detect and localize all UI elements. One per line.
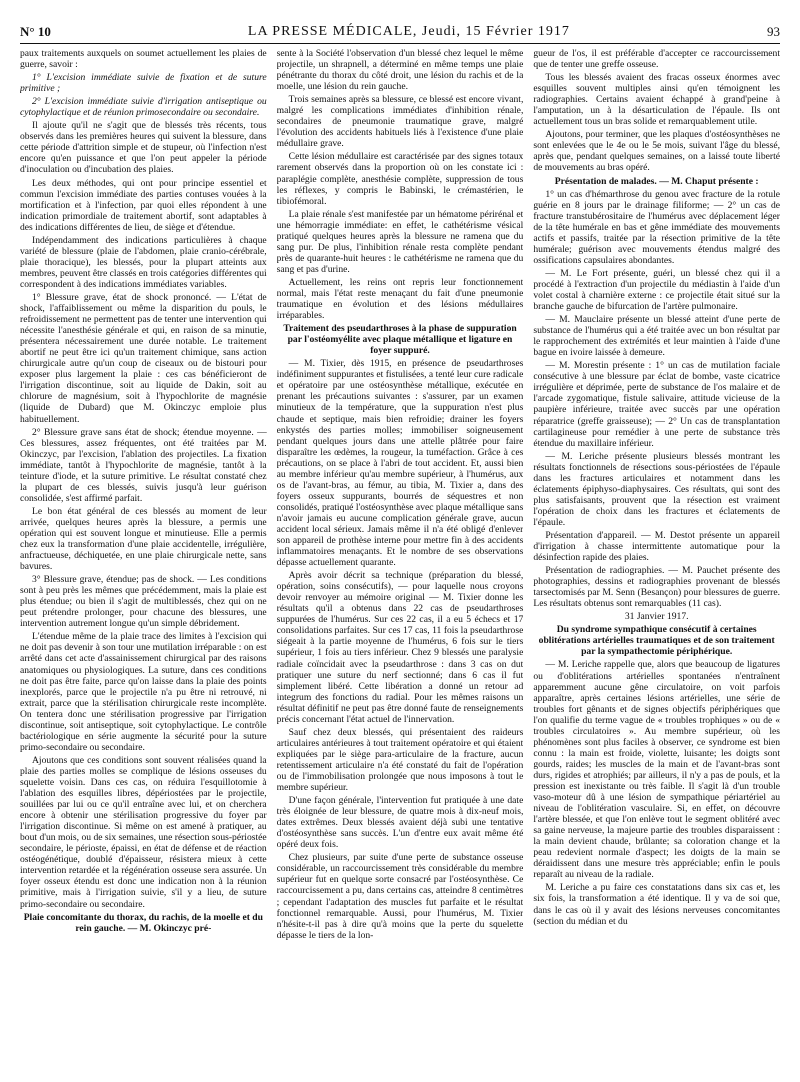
section-heading: Traitement des pseudarthroses à la phase de suppuration par l'ostéomyélite avec plaque métallique et ligature en foyer suppuré. — [283, 323, 517, 357]
paragraph: L'étendue même de la plaie trace des limites à l'excision qui ne doit pas devenir à son tour une mutilation irréparable : on est arrêté dans cet acte d'assainissement chirurgical par des raisons anatomiques ou physiologiques. La suture, dans ces conditions ne doit pas être faite, parce qu'on laisse dans la plaie des points inexplorés, parce que le projectile n'a pu être ni retrouvé, ni extrait, parce que la stérilisation chirurgicale reste incomplète. On tentera donc une stérilisation progressive par l'irrigation discontinue, soit antiseptique, soit cytophylactique. Le contrôle bactériologique en série augmente la sécurité pour la suture primo-secondaire ou secondaire. — [20, 631, 267, 753]
paragraph: 2° L'excision immédiate suivie d'irrigation antiseptique ou cytophylactique et de réunion primosecondaire ou secondaire. — [20, 96, 267, 119]
paragraph: M. Leriche a pu faire ces constatations dans six cas et, les six fois, la transformation a été identique. Il y va de soi que, dans le cas où il y avait des lésions nerveuses concomitantes (section du médian et du — [533, 882, 781, 927]
paragraph: Après avoir décrit sa technique (préparation du blessé, opération, soins consécutifs), — pour laquelle nous croyons devoir renvoyer au mémoire original — M. Tixier donne les résultats qu'il a obtenus dans 22 cas de pseudarthroses suppurées de l'humérus. Sur ces 22 cas, il a eu 5 échecs et 17 consolidations parfaites. Sur ces 17 cas, 11 fois la pseudarthrose siégeait à la partie moyenne de l'humérus, 6 fois sur le tiers supérieur, 1 fois au tiers inférieur. Chez 9 blessés une paralysie radiale coïncidait avec la pseudarthrose : dans 3 cas on dut pratiquer une suture du nerf sectionné; dans 6 cas il fut simplement libéré. Cette libération a donné un retour ad integrum des fonctions du radial. Pour les mêmes raisons un résultat définitif ne peut pas être donné faute de renseignements précis concernant l'état actuel de l'innervation. — [276, 570, 524, 725]
paragraph: Le bon état général de ces blessés au moment de leur arrivée, quelques heures après la blessure, a permis une opération qui est souvent longue et minutieuse. Elle a permis chez eux la transformation d'une plaie accidentelle, irrégulière, anfractueuse, déchiquetée, en une plaie chirurgicale nette, sans bavures. — [20, 505, 267, 573]
column-3 — [533, 48, 780, 1068]
page-header — [20, 18, 780, 44]
paragraph: — M. Le Fort présente, guéri, un blessé chez qui il a procédé à l'extraction d'un projectile du médiastin à l'aide d'un volet costal à charnière externe : ce projectile était situé sur la branche gauche de bifurcation de l'artère pulmonaire. — [533, 267, 781, 313]
session-date: 31 Janvier 1917. — [624, 611, 689, 623]
paragraph: Ajoutons que ces conditions sont souvent réalisées quand la plaie des parties molles se complique de lésions osseuses du squelette voisin. Dans ces cas, on réduira l'esquillotomie à l'ablation des esquilles libres, dépériostées par le projectile, souillées par lui ou ce qu'il entraîne avec lui, et on cherchera encore à obtenir une stérilisation progressive du foyer par l'irrigation discontinue. Si même on est amené à pratiquer, au bout d'un mois, ou de six semaines, une résection sous-périostée secondaire, le périoste, épaissi, en état de défense et de réaction ostéogénétique, doublé d'épaisseur, résistera mieux à cette intervention retardée et la régénération osseuse sera assurée. Un foyer osseux étendu est donc une indication non à la réunion primitive, mais à l'irrigation suivie, s'il y a lieu, de suture primo-secondaire ou secondaire. — [20, 754, 267, 910]
paragraph: 1° L'excision immédiate suivie de fixation et de suture primitive ; — [20, 72, 267, 95]
paragraph: gueur de l'os, il est préférable d'accepter ce raccourcissement que de tenter une greffe osseuse. — [533, 48, 781, 71]
paragraph: paux traitements auxquels on soumet actuellement les plaies de guerre, savoir : — [20, 48, 267, 71]
paragraph: — M. Morestin présente : 1° un cas de mutilation faciale consécutive à une blessure par éclat de bombe, vaste cicatrice irrégulière et déprimée, perte de substance de l'os malaire et de l'arcade zygomatique, fistule salivaire, attitude vicieuse de la paupière inférieure, traitée avec succès par une opération réparatrice (greffe graisseuse); — 2° Un cas de transplantation cartilagineuse pour remédier à une perte de substance très étendue du maxillaire inférieur. — [533, 360, 781, 449]
column-1 — [20, 48, 267, 1068]
paragraph: Cette lésion médullaire est caractérisée par des signes totaux rarement observés dans la proportion où on les constate ici : paraplégie complète, anesthésie complète, suppression de tous les réflexes, y compris le Babinski, le crémastérien, le tibiofémoral. — [276, 151, 524, 207]
paragraph: — M. Leriche présente plusieurs blessés montrant les résultats fonctionnels de résections sous-périostées de l'épaule dans les fractures articulaires et notamment dans les éclatements épiphyso-diaphysaires. Ces résultats, qui sont des plus satisfaisants, prouvent que la résection est vraiment l'opération de choix dans les fractures et éclatements de l'épaule. — [533, 450, 781, 528]
paragraph: Indépendamment des indications particulières à chaque variété de blessure (plaie de l'abdomen, plaie cranio-cérébrale, plaie thoracique), les blessés, pour la plupart atteints aux membres, peuvent être classés en trois catégories différentes qui correspondent à des indications immédiates variables. — [20, 234, 267, 290]
paragraph: Tous les blessés avaient des fracas osseux énormes avec esquilles souvent multiples ainsi qu'en témoignent les radiographies. Certains avaient échappé à grand'peine à l'amputation, un à la désarticulation de l'épaule. Ils ont actuellement tous un bras solide et remarquablement utile. — [533, 72, 781, 128]
paragraph: sente à la Société l'observation d'un blessé chez lequel le même projectile, un shrapnell, a déterminé en même temps une plaie pénétrante du thorax du côté droit, une lésion du rachis et de la moelle, une lésion du rein gauche. — [276, 48, 524, 93]
article-columns — [20, 48, 780, 1068]
paragraph: 1° un cas d'hémarthrose du genou avec fracture de la rotule guérie en 8 jours par le drainage filiforme; — 2° un cas de fracture transtubérositaire de l'humérus avec déplacement léger de la tête humérale en bas et gêne immédiate des mouvements actifs et passifs, traitée par la résection primitive de la tête humérale; guérison avec mouvements étendus malgré des ossifications capsulaires abondantes. — [533, 188, 781, 266]
paragraph: Sauf chez deux blessés, qui présentaient des raideurs articulaires antérieures à tout traitement opératoire et qui étaient expliquées par le siège para-articulaire de la fracture, aucun retentissement articulaire n'a été constaté du fait de l'opération ou de l'immobilisation prolongée que nous imposons à tout le membre supérieur. — [276, 726, 524, 794]
paragraph: Il ajoute qu'il ne s'agit que de blessés très récents, tous observés dans les premières heures qui suivent la blessure, dans cette période d'attrition simple et de stupeur, où l'infection n'est encore qu'en puissance et que l'on peut appeler la période d'inoculation ou d'incubation des plaies. — [20, 120, 267, 176]
section-heading: Du syndrome sympathique consécutif à certaines oblitérations artérielles traumatiques et de son traitement par la sympathectomie périphérique. — [538, 624, 775, 658]
section-heading: Présentation de malades. — M. Chaput présente : — [554, 175, 759, 187]
column-2 — [277, 48, 524, 1068]
section-heading: Plaie concomitante du thorax, du rachis, de la moelle et du rein gauche. — M. Okinczyc pré- — [23, 911, 263, 934]
paragraph: — M. Leriche rappelle que, alors que beaucoup de ligatures ou d'oblitérations artérielles spontanées n'entraînent apparemment aucune gêne circulatoire, on voit parfois apparaître, après certaines lésions artérielles, une série de troubles fort gênants et de signes objectifs périphériques que l'on qualifie du terme vague de « troubles trophiques » ou de « troubles circulatoires ». Au membre supérieur, où les phénomènes sont plus faciles à observer, ce syndrome est bien connu : la main est froide, violette, luisante; les doigts sont gourds, raides; les muscles de la main et de l'avant-bras sont durs, rigides et atrophiés; par ailleurs, il n'y a pas de pouls, et la pression est inexistante ou très faible. Il s'agit là d'un trouble vaso-moteur dû à une lésion de sympathique périartériel au niveau de l'oblitération vasculaire. Si, en effet, on découvre l'artère blessée, et que l'on enlève tout le segment oblitéré avec sa gaine nerveuse, la majeure partie des troubles disparaissent : la main devient chaude, brûlante; sa coloration change et la peau redevient normale d'aspect; les doigts de la main se déraidissent dans une mesure très appréciable; enfin le pouls reparaît au niveau de la radiale. — [533, 659, 781, 881]
page-number: 93 — [767, 24, 780, 39]
paragraph: Actuellement, les reins ont repris leur fonctionnement normal, mais l'état reste menaçant du fait d'une pneumonie traumatique en évolution et des lésions médullaires irréparables. — [276, 276, 524, 322]
issue-number: N° 10 — [20, 24, 51, 39]
paragraph: 2° Blessure grave sans état de shock; étendue moyenne. — Ces blessures, assez fréquentes, ont été traitées par M. Okinczyc, par l'excision, l'ablation des projectiles. La fixation immédiate, tantôt à l'hypochlorite de magnésie, tantôt à la teinture d'iode, et la suture primitive. Le résultat constaté chez la plupart de ces blessés, suivis jusqu'à leur guérison consolidée, s'est affirmé parfait. — [20, 426, 267, 504]
paragraph: — M. Mauclaire présente un blessé atteint d'une perte de substance de l'humérus qui a été traitée avec un bon résultat par le rapprochement des extrémités et leur maintien à l'aide d'une bague en ivoire laissée à demeure. — [533, 314, 781, 359]
paragraph: 3° Blessure grave, étendue; pas de shock. — Les conditions sont à peu près les mêmes que précédemment, mais la plaie est plus étendue; ou bien il s'agit de multiblessés, chez qui on ne peut prétendre prolonger, pour chacune des blessures, une intervention autrement longue qu'un simple débridement. — [20, 574, 267, 630]
paragraph: Les deux méthodes, qui ont pour principe essentiel et commun l'excision immédiate des parties contuses vouées à la mortification et à l'infection, par quoi elles répondent à une indication primordiale de traitement abortif, sont adaptables à des indications différentes de lieu, de siège et d'étendue. — [20, 177, 267, 233]
paragraph: La plaie rénale s'est manifestée par un hématome périrénal et une hémorragie immédiate: en effet, le cathétérisme vésical pratiqué quelques heures après la blessure ne ramena que du sang pur. De plus, l'inhibition rénale resta complète pendant près de quarante-huit heures : le cathétérisme ne ramena que du sang et pas d'urine. — [276, 208, 524, 275]
paragraph: Présentation d'appareil. — M. Destot présente un appareil d'irrigation à chasse intermittente automatique pour la désinfection rapide des plaies. — [533, 529, 781, 564]
paragraph: Trois semaines après sa blessure, ce blessé est encore vivant, malgré les complications immédiates d'inhibition rénale, secondaires de pneumonie traumatique grave, malgré l'évolution des accidents habituels liés à l'existence d'une plaie médullaire grave. — [276, 94, 524, 150]
paragraph: Présentation de radiographies. — M. Pauchet présente des photographies, dessins et radiographies provenant de blessés tarsectomisés par M. Senn (Besançon) pour blessures de guerre. Les résultats obtenus sont remarquables (11 cas). — [533, 565, 781, 610]
paragraph: Chez plusieurs, par suite d'une perte de substance osseuse considérable, un raccourcissement très considérable du membre supérieur fut en quelque sorte consacré par l'ostéosynthèse. Ce raccourcissement a pu, dans certains cas, atteindre 8 centimètres ; cependant l'adaptation des muscles fut parfaite et le résultat fonctionnel remarquable. Aussi, pour l'humérus, M. Tixier n'hésite-t-il pas à dire qu'à moins que la perte du squelette dépasse le tiers de la lon- — [276, 852, 524, 941]
paragraph: — M. Tixier, dès 1915, en présence de pseudarthroses indéfiniment suppurantes et fistulisées, a tenté leur cure radicale et opératoire par une ostéosynthèse métallique, exécutée en prenant les précautions suivantes : s'assurer, par un examen minutieux de la température, que la suppuration n'est plus chaude et septique, mais bien refroidie; drainer les foyers enkystés des parties molles; immobiliser soigneusement pendant quelques jours dans une attelle plâtrée pour faire disparaître les œdèmes, la rougeur, la tuméfaction. Grâce à ces précautions, on se place à l'abri de tout accident. Et, aussi bien au membre inférieur qu'au membre supérieur, à l'humérus, aux os de l'avant-bras, au fémur, au tibia, M. Tixier a, dans des foyers osseux suppurants, bourrés de séquestres et non consolidés, pratiqué l'ostéosynthèse avec plaque métallique sans n'avoir jamais eu aucune complication générale grave, aucun accident local sérieux. Jamais même il n'a été obligé d'enlever son appareil de prothèse interne pour mettre fin à des accidents inflammatoires menaçants. Et le nombre de ses observations dépasse actuellement quarante. — [276, 358, 524, 569]
paragraph: 1° Blessure grave, état de shock prononcé. — L'état de shock, l'affaiblissement ou même la disparition du pouls, le refroidissement ne permettent pas de tenter une intervention qui nécessite l'anesthésie générale et qui, en raison de sa minutie, présentera nécessairement une durée notable. Le traitement abortif ne peut être ici qu'un traitement chimique, sans action chirurgicale autre qu'un coup de ciseaux ou de bistouri pour exposer plus largement la plaie : ces cas bénéficieront de l'irrigation discontinue, soit au liquide de Dakin, soit au chlorure de magnésium, soit à l'hypochlorite de magnésie (liquide de Dubard) que M. Okinczyc emploie plus habituellement. — [20, 291, 267, 425]
paragraph: D'une façon générale, l'intervention fut pratiquée à une date très éloignée de leur blessure, de quatre mois à dix-neuf mois, dates extrêmes. Deux blessés avaient déjà subi une tentative d'ostéosynthèse sans succès. L'un d'entre eux avait même été opéré deux fois. — [276, 795, 524, 851]
paragraph: Ajoutons, pour terminer, que les plaques d'ostéosynthèses ne sont enlevées que le 4e ou le 5e mois, suivant l'âge du blessé, après que, pendant quelques semaines, on a laissé toute liberté de mouvements au bras opéré. — [533, 129, 781, 174]
journal-title: LA PRESSE MÉDICALE, Jeudi, 15 Février 1917 — [247, 24, 570, 39]
